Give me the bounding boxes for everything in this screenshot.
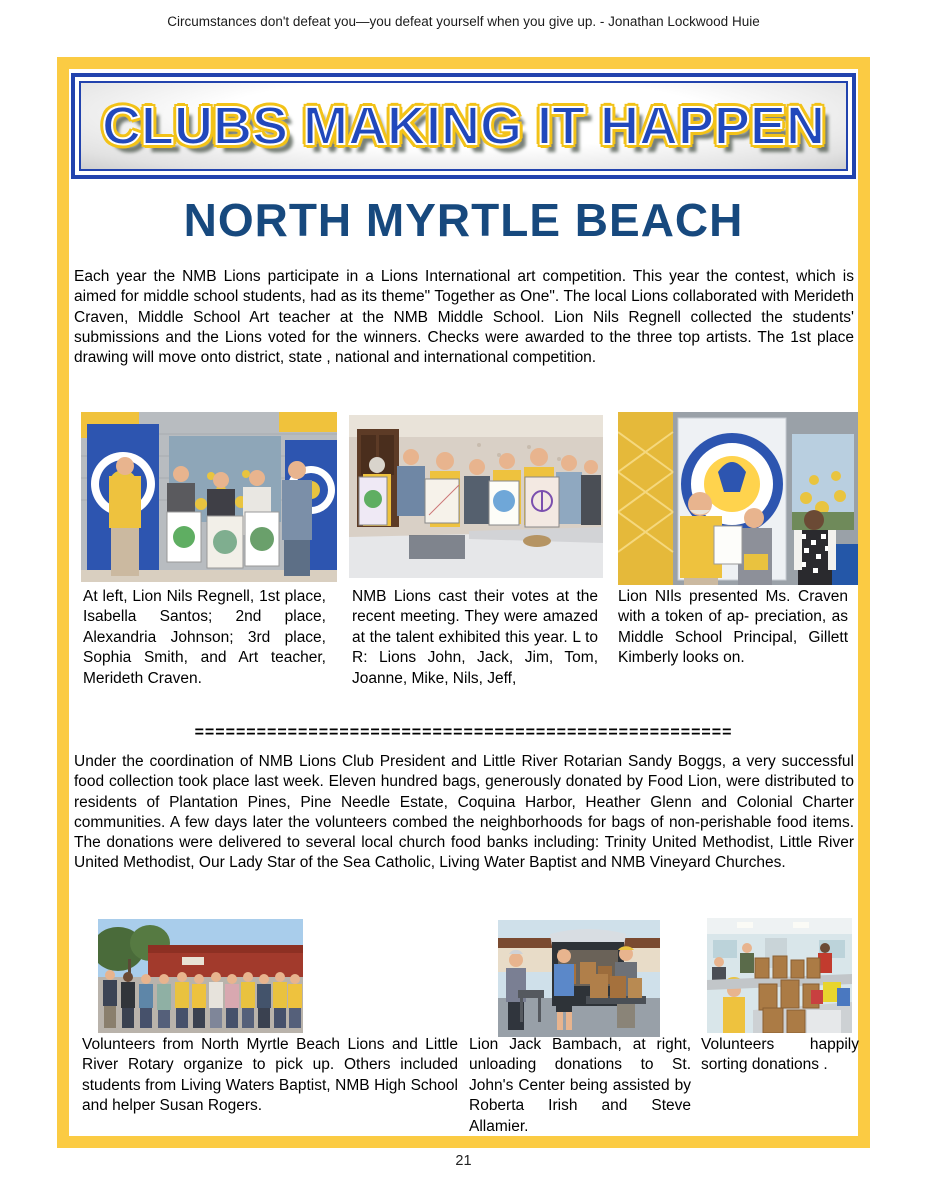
- photo-teacher-presentation: [618, 412, 858, 585]
- article-art-paragraph: Each year the NMB Lions participate in a Lions International art competition. This year the contest, which is aimed for middle school students, had as its theme" Together as One". The local Lions collaborated with Merideth Craven, Middle School Art teacher at the NMB Middle School. Lion Nils Regnell collected the students' submissions and the Lions voted for the winners. Checks were awarded to the three top artists. The 1st place drawing will move onto district, state , national and international competition.: [74, 268, 854, 367]
- page-top-quote: Circumstances don't defeat you—you defeat yourself when you give up. - Jonathan Lockwood Huie: [167, 14, 760, 29]
- banner-box: [71, 73, 856, 179]
- page-title: NORTH MYRTLE BEACH: [183, 194, 744, 246]
- caption-art-winners: At left, Lion Nils Regnell, 1st place, Isabella Santos; 2nd place, Alexandria Johnson; 3rd place, Sophia Smith, and Art teacher, Merideth Craven.: [83, 588, 326, 687]
- photo-unloading-donations: [498, 920, 660, 1037]
- caption-unloading-donations: Lion Jack Bambach, at right, unloading donations to St. John's Center being assisted by Roberta Irish and Steve Allamier.: [469, 1036, 691, 1135]
- caption-teacher-presentation: Lion NIls presented Ms. Craven with a token of ap- preciation, as Middle School Principal, Gillett Kimberly looks on.: [618, 588, 848, 667]
- newsletter-page-frame: [57, 57, 870, 1148]
- banner-inner-border: [79, 81, 848, 171]
- page-number: 21: [455, 1153, 472, 1169]
- caption-lions-voting: NMB Lions cast their votes at the recent meeting. They were amazed at the talent exhibited this year. L to R: Lions John, Jack, Jim, Tom, Joanne, Mike, Nils, Jeff,: [352, 588, 598, 687]
- caption-volunteers-group: Volunteers from North Myrtle Beach Lions and Little River Rotary organize to pick up. Others included students from Living Waters Baptist, NMB High School and helper Susan Rogers.: [82, 1036, 458, 1115]
- banner-title: CLUBS MAKING IT HAPPEN: [101, 96, 825, 156]
- photo-sorting-donations: [707, 918, 852, 1033]
- photo-volunteers-group: [98, 919, 303, 1033]
- photo-lions-voting: [349, 415, 603, 578]
- article-food-paragraph: Under the coordination of NMB Lions Club President and Little River Rotarian Sandy Boggs, a very successful food collection took place last week. Eleven hundred bags, generously donated by Food Lion, were distributed to residents of Plantation Pines, Pine Needle Estate, Coquina Harbor, Heather Glenn and Colonial Charter communities. A few days later the volunteers combed the neighborhoods for bags of non-perishable food items. The donations were delivered to several local church food banks including: Trinity United Methodist, Little River United Methodist, Our Lady Star of the Sea Catholic, Living Water Baptist and NMB Vineyard Churches.: [74, 753, 854, 872]
- section-separator: ====================================================: [194, 724, 733, 741]
- photo-art-winners: [81, 412, 337, 582]
- caption-sorting-donations: Volunteers happily sorting donations .: [701, 1036, 859, 1074]
